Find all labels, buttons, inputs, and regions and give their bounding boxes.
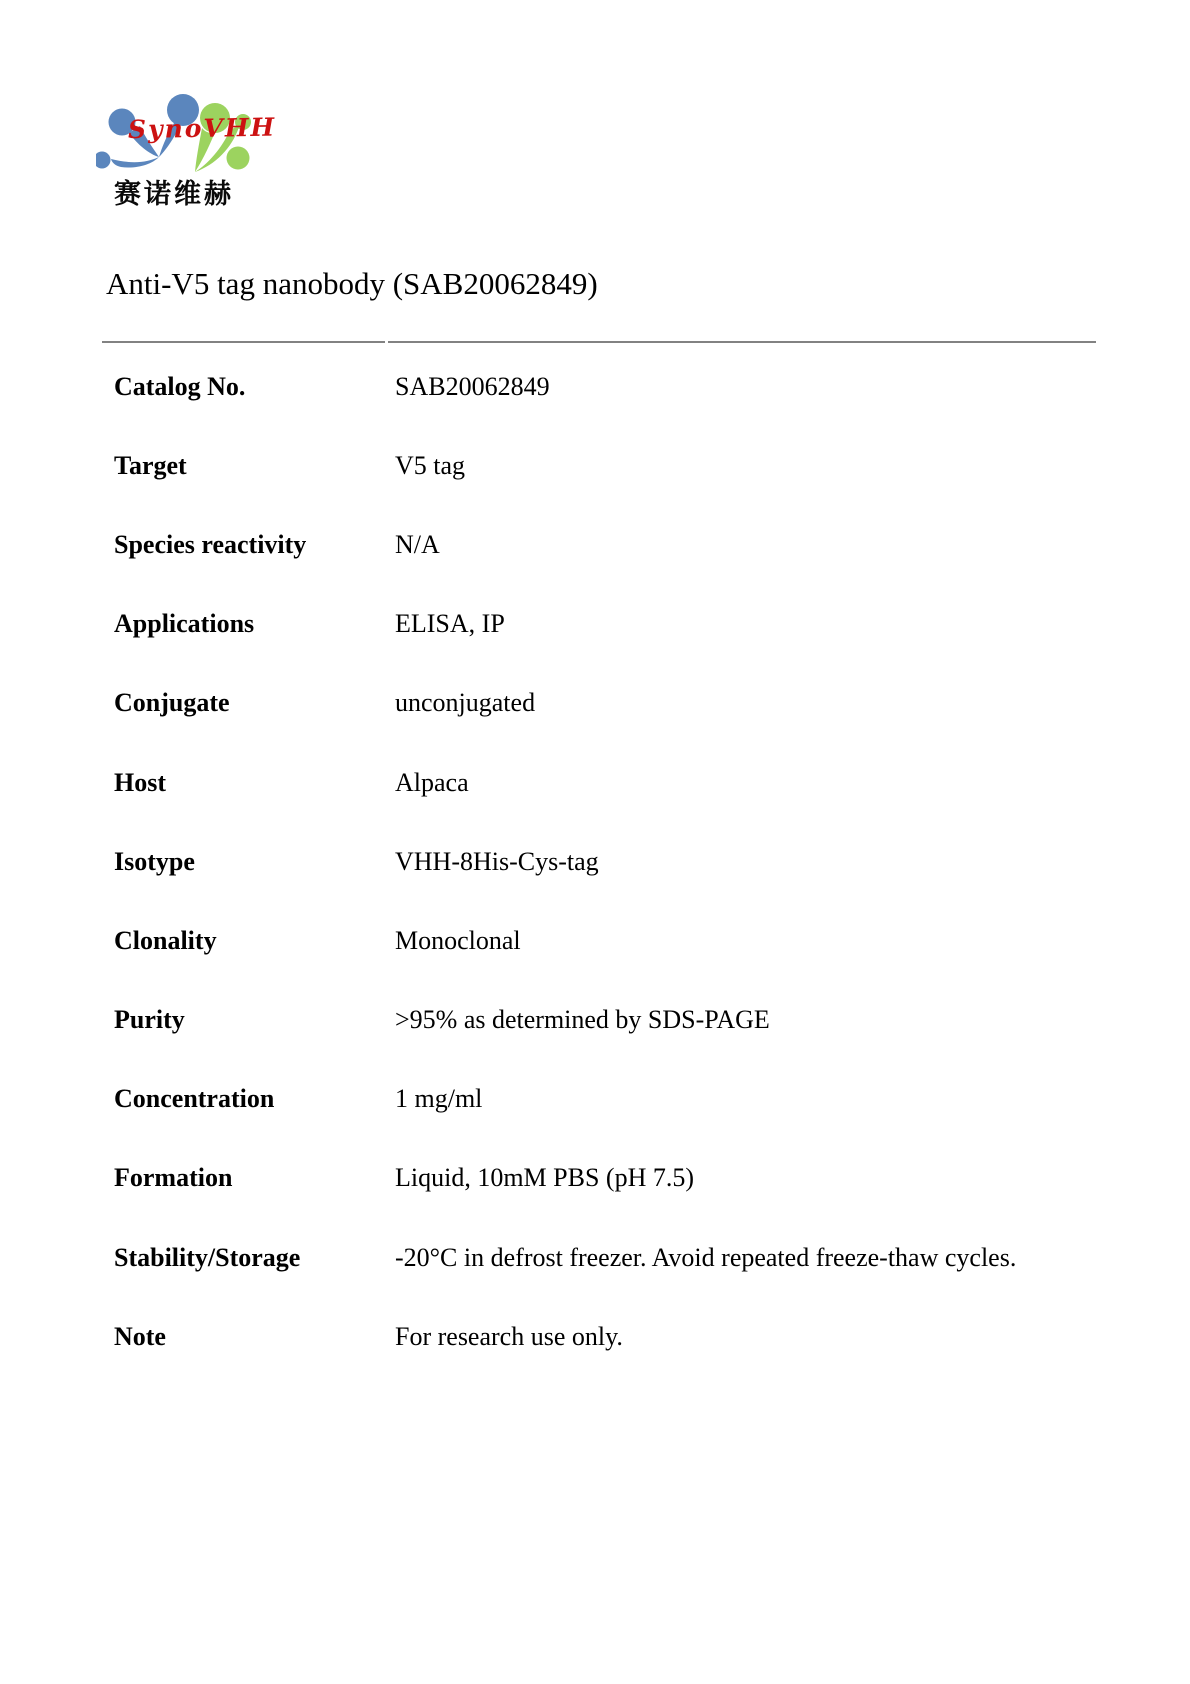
- property-value: ELISA, IP: [395, 609, 505, 639]
- property-value: VHH-8His-Cys-tag: [395, 846, 599, 876]
- table-row: [102, 901, 1096, 980]
- table-row: [102, 743, 1096, 822]
- property-value: N/A: [395, 529, 440, 559]
- property-label: Species reactivity: [114, 529, 307, 559]
- property-value: SAB20062849: [395, 371, 550, 401]
- property-label: Host: [114, 767, 166, 797]
- property-label: Concentration: [114, 1084, 275, 1114]
- brand-name-text: SynoVHH: [127, 112, 277, 145]
- property-value: 1 mg/ml: [395, 1084, 483, 1114]
- table-row: [102, 505, 1096, 584]
- property-label: Note: [114, 1321, 166, 1351]
- property-label: Purity: [114, 1005, 185, 1035]
- table-row: [102, 585, 1096, 664]
- table-row: [102, 1060, 1096, 1139]
- brand-name-chinese: 赛诺维赫: [114, 179, 234, 209]
- company-logo: [96, 90, 277, 176]
- property-value: >95% as determined by SDS-PAGE: [395, 1005, 770, 1035]
- property-value: unconjugated: [395, 688, 536, 718]
- title-divider-right: [388, 341, 1096, 343]
- property-label: Catalog No.: [114, 371, 246, 401]
- property-label: Formation: [114, 1163, 233, 1193]
- table-row: [102, 822, 1096, 901]
- property-label: Conjugate: [114, 688, 230, 718]
- table-row: [102, 426, 1096, 505]
- property-label: Target: [114, 450, 187, 480]
- property-label: Applications: [114, 609, 255, 639]
- property-value: -20°C in defrost freezer. Avoid repeated freeze-thaw cycles.: [395, 1242, 1017, 1272]
- property-label: Clonality: [114, 925, 217, 955]
- title-divider-left: [102, 341, 385, 343]
- property-value: Liquid, 10mM PBS (pH 7.5): [395, 1163, 695, 1193]
- table-row: [102, 1297, 1096, 1376]
- table-row: [102, 664, 1096, 743]
- table-row: [102, 1139, 1096, 1218]
- property-value: Monoclonal: [395, 925, 521, 955]
- table-row: [102, 981, 1096, 1060]
- property-value: Alpaca: [395, 767, 469, 797]
- property-value: V5 tag: [395, 450, 466, 480]
- property-value: For research use only.: [395, 1321, 623, 1351]
- properties-table: [102, 347, 1096, 1376]
- page-title: Anti-V5 tag nanobody (SAB20062849): [106, 266, 598, 301]
- property-label: Isotype: [114, 846, 195, 876]
- table-row: [102, 347, 1096, 426]
- property-label: Stability/Storage: [114, 1242, 301, 1272]
- table-row: [102, 1218, 1096, 1297]
